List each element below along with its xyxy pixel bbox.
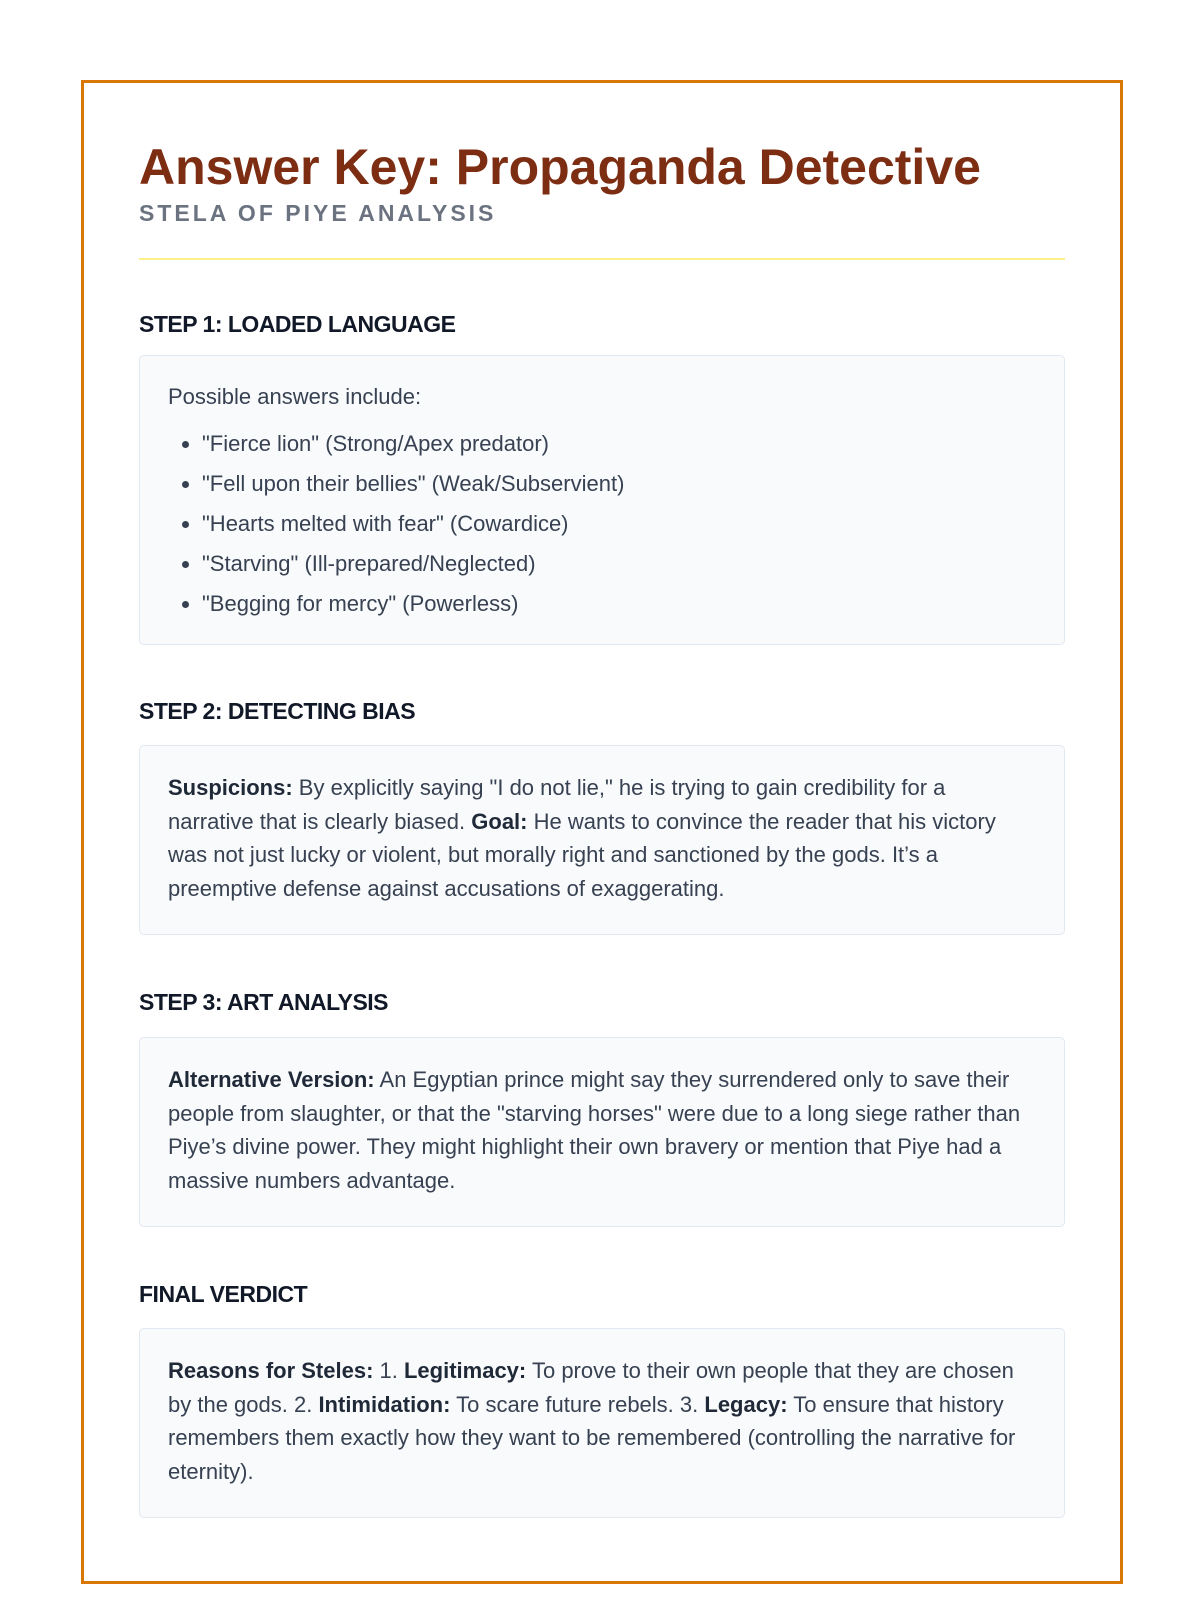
intimidation-label: Intimidation: xyxy=(318,1391,451,1417)
list-item: • "Hearts melted with fear" (Cowardice) xyxy=(202,504,1036,544)
header-divider xyxy=(139,258,1065,260)
step3-card xyxy=(139,1037,1065,1227)
list-item: • "Fell upon their bellies" (Weak/Subservient) xyxy=(202,464,1036,504)
suspicions-label: Suspicions: xyxy=(168,775,293,800)
step3-heading: STEP 3: ART ANALYSIS xyxy=(139,989,389,1015)
goal-label: Goal: xyxy=(471,808,528,834)
reasons-label: Reasons for Steles: xyxy=(168,1358,374,1383)
step1-card xyxy=(139,355,1065,645)
final-verdict-heading: FINAL VERDICT xyxy=(139,1281,308,1307)
page-title: Answer Key: Propaganda Detective xyxy=(139,139,981,195)
list-item: • "Starving" (Ill-prepared/Neglected) xyxy=(202,544,1036,584)
answer-key-frame xyxy=(81,80,1123,1584)
list-item: • "Fierce lion" (Strong/Apex predator) xyxy=(202,424,1036,464)
legacy-label: Legacy: xyxy=(704,1391,788,1417)
step2-card xyxy=(139,745,1065,935)
page-subtitle: STELA OF PIYE ANALYSIS xyxy=(139,200,497,226)
suspicions-text: By explicitly saying "I do not lie," he is trying to gain credibility for a narrative that is clearly biased. xyxy=(168,775,946,834)
legitimacy-label: Legitimacy: xyxy=(403,1358,527,1383)
step1-answer-list xyxy=(168,424,1036,624)
step3-paragraph xyxy=(168,1063,1036,1197)
reasons-number-1: 1. xyxy=(373,1358,404,1383)
step2-heading: STEP 2: DETECTING BIAS xyxy=(139,698,416,724)
legitimacy-text: To prove to their own people that they are chosen by the gods. 2. xyxy=(168,1358,1014,1417)
final-verdict-card xyxy=(139,1328,1065,1518)
legacy-text: To ensure that history remembers them exactly how they want to be remembered (controlling the narrative for eternity). xyxy=(168,1391,1016,1484)
step2-paragraph xyxy=(168,771,1036,905)
list-item: • "Begging for mercy" (Powerless) xyxy=(202,584,1036,624)
alternative-version-label: Alternative Version: xyxy=(168,1067,375,1092)
alternative-version-text: An Egyptian prince might say they surrendered only to save their people from slaughter, or that the "starving horses" were due to a long siege rather than Piye’s divine power. They might highlight their own bravery or mention that Piye had a massive numbers advantage. xyxy=(168,1067,1021,1193)
goal-text: He wants to convince the reader that his victory was not just lucky or violent, but morally right and sanctioned by the gods. It’s a preemptive defense against accusations of exaggerating. xyxy=(168,808,996,901)
intimidation-text: To scare future rebels. 3. xyxy=(450,1391,705,1417)
step1-intro: Possible answers include: xyxy=(168,384,422,409)
step1-heading: STEP 1: LOADED LANGUAGE xyxy=(139,311,456,337)
final-verdict-paragraph xyxy=(168,1354,1036,1488)
